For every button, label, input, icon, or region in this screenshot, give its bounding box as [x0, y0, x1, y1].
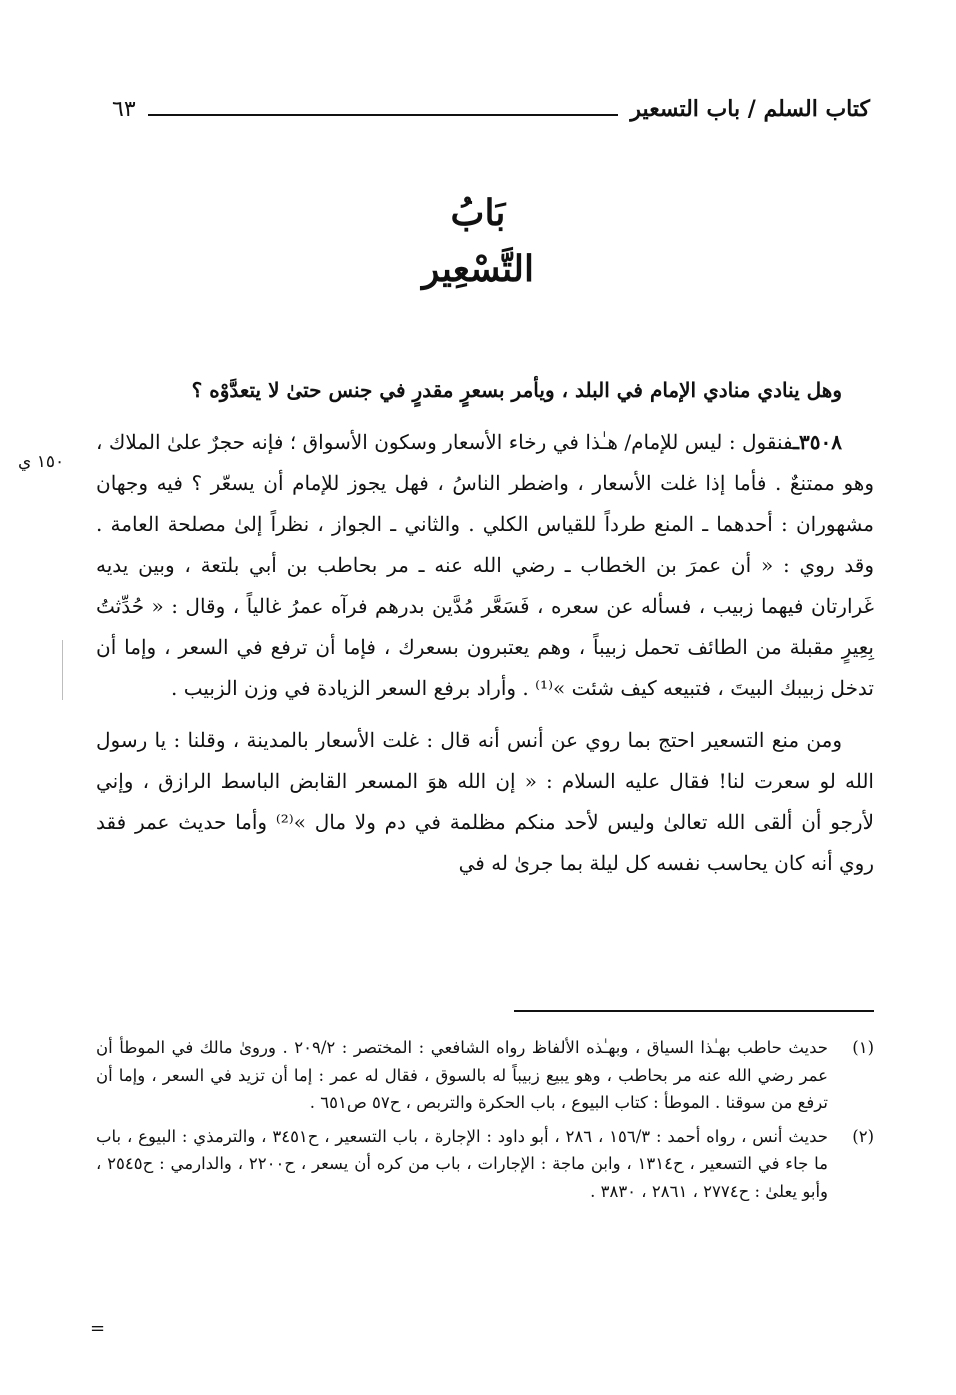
- footnote-number: (١): [852, 1038, 874, 1057]
- footnote-text: حديث أنس ، رواه أحمد : ١٥٦/٣ ، ٢٨٦ ، أبو داود : الإجارة ، باب التسعير ، ح٣٤٥١ ، والترمذي : البيوع ، باب ما جاء في التسعير ، ح١٣١٤ ، وابن ماجة : الإجارات ، باب من كره أن يسعر ، ح٢٢٠٠ ، والدارمي : ح٢٥٤٥ ، وأبو يعلىٰ : ح٢٧٧٤ ، ٢٨٦١ ، ٣٨٣٠ .: [96, 1126, 828, 1201]
- chapter-title-line1: بَابُ: [450, 192, 506, 234]
- chapter-title-line2: التَّسْعِير: [421, 248, 535, 290]
- bottom-mark: =: [90, 1318, 106, 1339]
- footnote-2: [96, 1123, 874, 1206]
- chapter-title: [0, 185, 956, 297]
- paragraph-2: ومن منع التسعير احتج بما روي عن أنس أنه قال : غلت الأسعار بالمدينة ، وقلنا : يا رسول الله لو سعرت لنا! فقال عليه السلام : « إن الله هوَ المسعر القابض الباسط الرازق ، وإني لأرجو أن ألقى الله تعالىٰ وليس لأحد منكم مظلمة في دم ولا مال »⁽²⁾ وأما حديث عمر فقد روي أنه كان يحاسب نفسه كل ليلة بما جرىٰ له في: [96, 728, 874, 875]
- page-number: ٦٣: [112, 97, 136, 122]
- footnote-1: [96, 1034, 874, 1117]
- running-title: كتاب السلم / باب التسعير: [630, 96, 870, 122]
- margin-note: ١٥٠ ي: [18, 452, 65, 472]
- footnote-number: (٢): [852, 1126, 874, 1146]
- paragraph-text: فنقول : ليس للإمام/ هـٰذا في رخاء الأسعار وسكون الأسواق ؛ فإنه حجرٌ علىٰ الملاك ، وهو ممتنعٌ . فأما إذا غلت الأسعار ، واضطر الناسُ ، فهل يجوز للإمام أن يسعّر ؟ فيه وجهان مشهوران : أحدهما ـ المنع طرداً للقياس الكلي . والثاني ـ الجواز ، نظراً إلىٰ مصلحة العامة . وقد روي : « أن عمرَ بن الخطاب ـ رضي الله عنه ـ مر بحاطب بن أبي بلتعة ، وبين يديه غَرارتان فيهما زبيب ، فسأله عن سعره ، فَسَعَّر مُدَّين بدرهم فرآه عمرُ غالياً ، وقال : « حُدِّثتُ بِعِيرٍ مقبلة من الطائف تحمل زبيباً ، وهم يعتبرون بسعرك ، فإما أن ترفع في السعر ، وإما أن تدخل زبيبك البيتَ ، فتبيعه كيف شئت »⁽¹⁾ . وأراد برفع السعر الزيادة في وزن الزبيب .: [96, 430, 875, 700]
- lead-question: وهل ينادي منادي الإمام في البلد ، ويأمر بسعرٍ مقدرٍ في جنس حتىٰ لا يتعدَّوْه ؟: [191, 378, 842, 402]
- header-rule: [148, 114, 619, 116]
- body-text: [96, 370, 874, 895]
- paragraph-number: ٣٥٠٨ـ: [793, 430, 842, 454]
- footnote-rule: [514, 1010, 874, 1012]
- footnotes: [96, 1034, 874, 1211]
- footnote-text: حديث حاطب بهـٰذا السياق ، وبهـٰذه الألفاظ رواه الشافعي : المختصر : ٢٠٩/٢ . وروىٰ مالك في الموطأ أن عمر رضي الله عنه مر بحاطب ، وهو يبيع زبيباً له بالسوق ، فقال له عمر : إما أن تزيد في السعر ، وإما أن ترفع من سوقنا . الموطأ : كتاب البيوع ، باب الحكرة والتربص ، ح٥٧ ص٦٥١ .: [96, 1038, 828, 1112]
- running-header: [112, 84, 870, 122]
- margin-line: [62, 640, 63, 700]
- paragraph-3508: [96, 422, 874, 709]
